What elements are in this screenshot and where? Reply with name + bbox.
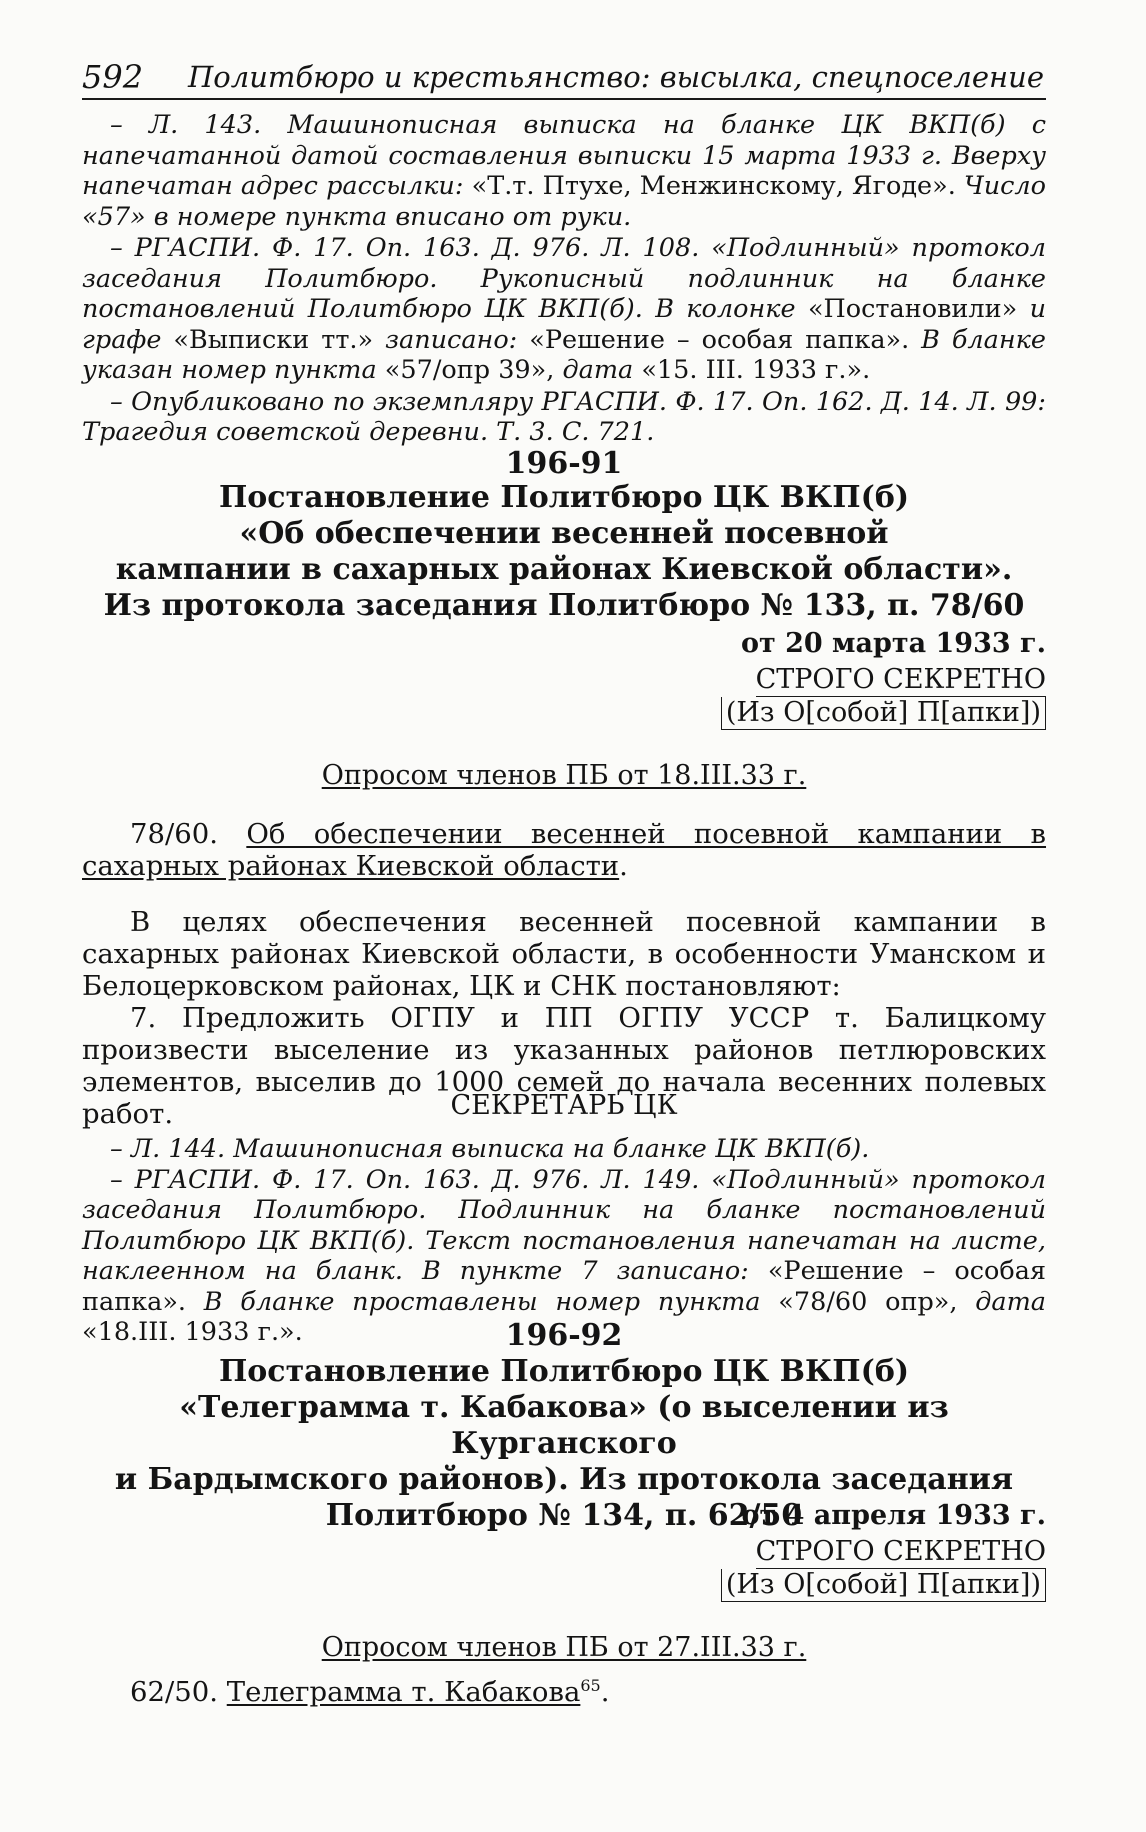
page-header — [82, 58, 1046, 100]
note-line: – Л. 143. Машинописная выписка на бланке ЦК ВКП(б) с напечатанной датой составления выписки 15 марта 1933 г. Вверху напечатан адрес рассылки: «Т.т. Птухе, Менжинскому, Ягоде». Число «57» в номере пункта вписано от руки. — [82, 110, 1047, 232]
secrecy-stamp: СТРОГО СЕКРЕТНО (Из О[собой] П[апки]) — [721, 664, 1046, 730]
poll-line: Опросом членов ПБ от 27.III.33 г. — [321, 1632, 807, 1663]
document-date: от 4 апреля 1933 г. — [741, 1500, 1046, 1531]
running-title: Политбюро и крестьянство: высылка, спецпоселение — [188, 60, 1044, 94]
note-line: – Опубликовано по экземпляру РГАСПИ. Ф. 17. Оп. 162. Д. 14. Л. 99: Трагедия советской деревни. Т. 3. С. 721. — [82, 386, 1046, 447]
document-title: Постановление Политбюро ЦК ВКП(б) «Об обеспечении весенней посевной кампании в сахарных районах Киевской области». Из протокола заседания Политбюро № 133, п. 78/60 — [103, 480, 1025, 623]
archival-notes-top — [82, 110, 1046, 449]
document-title: Постановление Политбюро ЦК ВКП(б) «Телеграмма т. Кабакова» (о выселении из Курганского и Бардымского районов). Из протокола заседания Политбюро № 134, п. 62/50 — [114, 1354, 1014, 1533]
note-line: – РГАСПИ. Ф. 17. Оп. 163. Д. 976. Л. 108. «Подлинный» протокол заседания Политбюро. Рукописный подлинник на бланке постановлений Политбюро ЦК ВКП(б). В колонке «Постановили» и графе «Выписки тт.» записано: «Решение – особая папка». В бланке указан номер пункта «57/опр 39», дата «15. III. 1933 г.». — [82, 233, 1046, 385]
document-number: 196-92 — [505, 1318, 623, 1353]
poll-line: Опросом членов ПБ от 18.III.33 г. — [321, 760, 807, 791]
signature: СЕКРЕТАРЬ ЦК — [450, 1090, 678, 1121]
resolution-text: 62/50. Телеграмма т. Кабакова$^{65}$. — [130, 1675, 610, 1708]
page-number: 592 — [82, 58, 144, 96]
secrecy-stamp: СТРОГО СЕКРЕТНО (Из О[собой] П[апки]) — [721, 1536, 1046, 1602]
document-number: 196-91 — [505, 446, 623, 481]
footnote-reference: 65 — [580, 1675, 601, 1695]
resolution-text: 78/60. Об обеспечении весенней посевной кампании в сахарных районах Киевской области. В целях обеспечения весенней посевной кампании в сахарных районах Киевской области, в особенности Уманском и Белоцерковском районах, ЦК и СНК постановляют: 7. Предложить ОГПУ и ПП ОГПУ УССР т. Балицкому произвести выселение из указанных районов петлюровских элементов, выселив до 1000 семей до начала весенних полевых работ. — [82, 818, 1047, 1130]
document-date: от 20 марта 1933 г. — [740, 628, 1046, 659]
archival-notes-doc1: – Л. 144. Машинописная выписка на бланке ЦК ВКП(б). – РГАСПИ. Ф. 17. Оп. 163. Д. 976. Л. 149. «Подлинный» протокол заседания Политбюро. Подлинник на бланке постановлений Политбюро ЦК ВКП(б). Текст постановления напечатан на листе, наклеенном на бланк. В пункте 7 записано: «Решение – особая папка». В бланке проставлены номер пункта «78/60 опр», дата «18.III. 1933 г.». — [82, 1134, 1047, 1347]
